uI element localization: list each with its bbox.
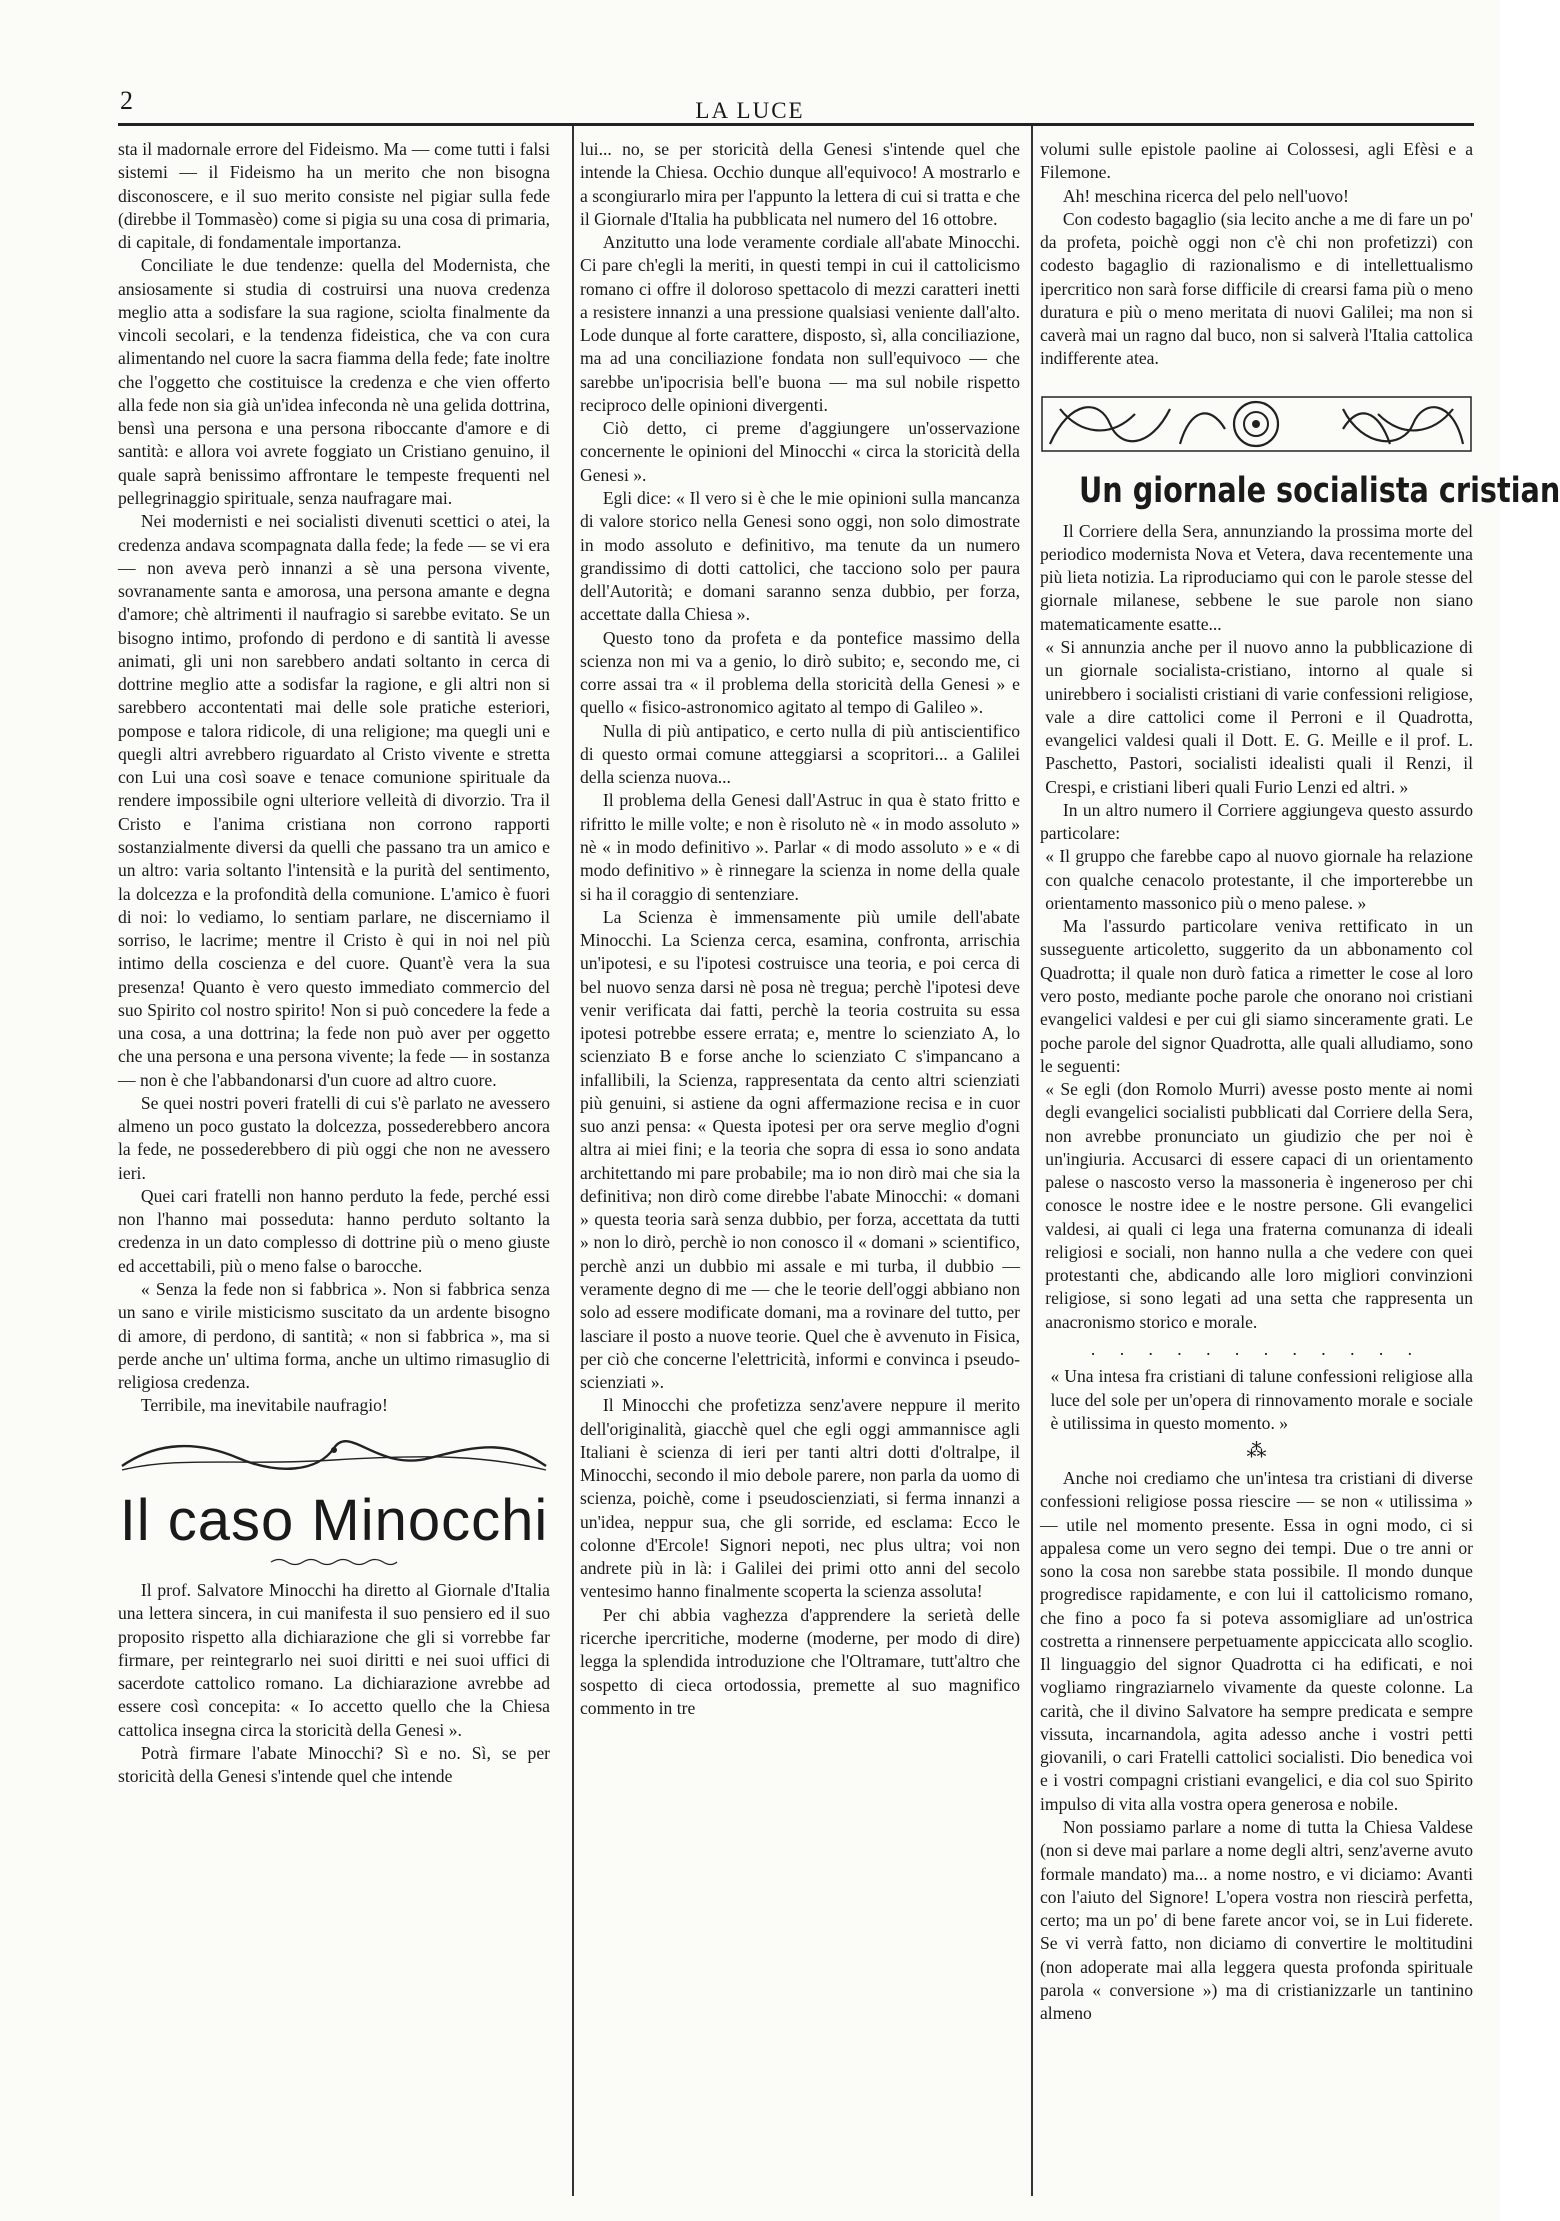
paragraph: La Scienza è immensamente più umile dell'abate Minocchi. La Scienza cerca, esamina, confronta, arrischia un'ipotesi, e su l'ipotesi costruisce una teoria, e poi cerca di bel nuovo senza darsi nè posa nè tregua; perchè l'ipotesi deve venir verificata dai fatti, perchè la teoria costruita su essa ipotesi potrebbe essere errata; e, mentre lo scienziato A, lo scienziato B e forse anche lo scienziato C s'impancano a infallibili, la Scienza, rappresentata da cento altri scienziati più genuini, si astiene da ogni affermazione recisa e in cuor suo anzi pensa: « Questa ipotesi per ora serve meglio d'ogni altra ai miei fini; e la teoria che sopra di essa io sono andata architettando mi pare probabile; ma io non dirò mai che sia la definitiva; non dirò come direbbe l'abate Minocchi: « domani » questa teoria sarà senza dubbio, per forza, accettata da tutti » non lo dirò, perchè io non conosco il « domani » scientifico, perchè anzi un dubbio mi assale e mi turba, il dubbio — veramente degno di me — che le teorie dell'oggi abbiano non solo ad essere modificate domani, ma a rovinare del tutto, per lasciare il posto a nuove teorie. Quel che è avvenuto in Fisica, per ciò che concerne l'elettricità, informi e convinca i pseudo-scienziati ».	[580, 906, 1020, 1393]
paragraph: Anche noi crediamo che un'intesa tra cristiani di diverse confessioni religiose possa riescire — se non « utilissima » — utile nel momento presente. Essa in ogni modo, ci si appalesa come un vero segno dei tempi. Due o tre anni or sono la cosa non sarebbe stata possibile. Il mondo dunque progredisce rapidamente, e con lui il cattolicismo romano, che fino a poco fa si poteva assomigliare ad un'ostrica costretta a rinnensere perpetuamente appiccicata allo scoglio. Il linguaggio del signor Quadrotta ci ha edificati, e noi vogliamo ringraziarnelo vivamente da queste colonne. La carità, che il divino Salvatore ha sempre predicata e sempre vissuta, incarnandola, agita adesso anche i vostri petti giovanili, o cari Fratelli cattolici socialisti. Dio benedica voi e i vostri compagni cristiani evangelici, e dia col suo Spirito impulso di vita alla vostra opera generosa e nobile.	[1040, 1468, 1473, 1814]
paragraph: Conciliate le due tendenze: quella del Modernista, che ansiosamente si studia di costruirsi una nuova credenza meglio atta a sodisfare la sua ragione, sciolta finalmente da vincoli secolari, e la tendenza fideistica, che va con cura alimentando nel cuore la sacra fiamma della fede; fate inoltre che l'oggetto che costituisce la credenza e che vien offerto alla fede non sia già un'idea infeconda nè una gelida dottrina, bensì una persona e una persona riboccante d'amore e di santità: e allora voi avrete foggiato un Cristiano genuino, il quale saprà benissimo affrontare le tempeste frequenti nel pellegrinaggio spirituale, senza naufragare mai.	[118, 255, 550, 508]
paragraph: Il prof. Salvatore Minocchi ha diretto al Giornale d'Italia una lettera sincera, in cui manifesta il suo pensiero ed il suo proposito rispetto alla dichiarazione che gli si vorrebbe far firmare, per reintegrarlo nei suoi diritti e nei suoi uffici di sacerdote cattolico romano. La dichiarazione avrebbe ad essere così concepita: « Io accetto quello che la Chiesa cattolica insegna circa la storicità della Genesi ».	[118, 1580, 550, 1740]
paragraph: Questo tono da profeta e da pontefice massimo della scienza non mi va a genio, lo dirò subito; e, secondo me, ci corre assai tra « il problema della storicità della Genesi » e quello « fisico-astronomico agitato al tempo di Galileo ».	[580, 627, 1020, 718]
header-rule	[118, 123, 1474, 126]
paragraph: Ah! meschina ricerca del pelo nell'uovo!	[1062, 185, 1349, 206]
paragraph: sta il madornale errore del Fideismo. Ma — come tutti i falsi sistemi — il Fideismo ha un merito che non bisogna disconoscere, e il suo merito consiste nel pigiar sulla fede (direbbe il Tommasèo) come si pigia su una cosa di primaria, di capitale, di fondamentale importanza.	[118, 139, 550, 253]
paragraph: volumi sulle epistole paoline ai Colossesi, agli Efèsi e a Filemone.	[1040, 139, 1473, 183]
paragraph: Con codesto bagaglio (sia lecito anche a me di fare un po' da profeta, poichè oggi non c'è chi non profetizzi) con codesto bagaglio di razionalismo e di intellettualismo ipercritico non sarà forse difficile di crearsi fama più o meno duratura e più o meno meritata di nuovi Galilei; ma non si caverà mai un ragno dal buco, non si salverà l'Italia cattolica indifferente atea.	[1040, 208, 1473, 369]
page-number: 2	[120, 86, 133, 115]
headline-underline	[118, 1550, 550, 1573]
column-3	[1040, 138, 1560, 2208]
paragraph: Ciò detto, ci preme d'aggiungere un'osservazione concernente le opinioni del Minocchi « circa la storicità della Genesi ».	[580, 418, 1020, 485]
decorative-banner	[1040, 389, 1473, 465]
paragraph: Nei modernisti e nei socialisti divenuti scettici o atei, la credenza andava scompagnata dalla fede; la fede — se vi era — non aveva però innanzi a sè una persona vivente, sovranamente santa e amorosa, una persona amante e degna d'amore; chè altrimenti il naufragio si sarebbe evitato. Se un bisogno intimo, profondo di perdono e di santità li avesse animati, gli uni non sarebbero andati soltanto in cerca di dottrine meglio atte a sodisfar la ragione, e gli altri non si sarebbero accontentati mai delle sole pratiche esteriori, pompose e talora ridicole, di una religione; ma quegli uni e quegli altri avrebbero riguardato al Cristo vivente e stretta con Lui una così soave e tenace comunione spirituale da rendere impossibile ogni ulteriore velleità di divorzio. Tra il Cristo e l'anima cristiana non corrono rapporti sostanzialmente diversi da quelli che passano tra un amico e un altro: varia soltanto l'intensità e la purità del sentimento, la dolcezza e la profondità della comunione. L'amico è fuori di noi: lo vediamo, lo sentiam parlare, ne discerniamo il sorriso, le lacrime; mentre il Cristo è qui in noi nel più intimo della coscienza e del cuore. Quant'è vera la sua presenza! Quanto è vero questo immediato commercio del suo Spirito col nostro spirito! Non si può concedere la fede a una cosa, a una dottrina; la fede non può aver per oggetto che una persona e una persona vivente; la fede — in sostanza — non è che l'abbandonarsi d'un cuore ad altro cuore.	[118, 511, 550, 1090]
asterism-separator: ⁂	[1246, 1440, 1267, 1463]
paragraph: Non possiamo parlare a nome di tutta la Chiesa Valdese (non si deve mai parlare a nome degli altri, senz'averne avuto formale mandato) ma... a nome nostro, e vi diciamo: Avanti con l'aiuto del Signore! L'opera vostra non riescirà perfetta, certo; ma un po' di bene farete ancor voi, se in Lui fiderete. Se vi verrà fatto, non diciamo di convertire le moltitudini (non adoperate mai alla leggera questa profonda spirituale parola « conversione ») ma di cristianizzarle un tantinino almeno	[1040, 1817, 1473, 2024]
paragraph: Il Minocchi che profetizza senz'avere neppure il merito dell'originalità, giacchè quel che egli oggi ammannisce agli Italiani è scienza di ieri per tanti altri dotti d'oltralpe, il Minocchi, secondo il mio debole parere, non parla da uomo di scienza, poichè, come i pseudoscienziati, si ferma innanzi a un'idea, neppur sua, che gli sorride, ed esclama: Ecco le colonne d'Ercole! Signori nepoti, nec plus ultra; voi non andrete più in là: i Galilei dei primi otto anni del secolo ventesimo hanno finalmente scoperta la scienza assoluta!	[580, 1395, 1020, 1602]
paragraph: Nulla di più antipatico, e certo nulla di più antiscientifico di questo ormai comune atteggiarsi a scopritori... a Galilei della scienza nuova...	[580, 720, 1020, 788]
paragraph: Il Corriere della Sera, annunziando la prossima morte del periodico modernista Nova et Vetera, dava recentemente una più lieta notizia. La riproduciamo qui con le parole stesse del giornale milanese, sebbene le sue parole non siano matematicamente esatte...	[1040, 520, 1473, 634]
quoted-paragraph: « Il gruppo che farebbe capo al nuovo giornale ha relazione con qualche cenacolo protestante, il che importerebbe un orientamento massonico più o meno palese. »	[1045, 846, 1473, 913]
paragraph: Se quei nostri poveri fratelli di cui s'è parlato ne avessero almeno un poco gustato la dolcezza, possederebbero ancora la fede, ne possederebbero di più oggi che non ne avessero ieri.	[118, 1092, 550, 1183]
quoted-paragraph: « Se egli (don Romolo Murri) avesse posto mente ai nomi degli evangelici socialisti pubblicati dal Corriere della Sera, non avrebbe pronunciato un giudizio che per noi è un'ingiuria. Accusarci di essere capaci di un orientamento palese o nascosto verso la massoneria è ingeneroso per chi conosce le nostre idee e le nostre persone. Gli evangelici valdesi, ai quali ci lega una fraterna comunanza di ideali religiosi e sociali, non hanno nulla a che vedere con quei protestanti che, abdicando alle loro migliori convinzioni religiose, si sono legati ad una setta che rappresenta un anacronismo storico e morale.	[1045, 1079, 1473, 1332]
paragraph: Potrà firmare l'abate Minocchi? Sì e no. Sì, se per storicità della Genesi s'intende quel che intende	[118, 1743, 550, 1787]
paragraph: « Senza la fede non si fabbrica ». Non si fabbrica senza un sano e virile misticismo suscitato da un ardente bisogno di amore, di perdono, di santità; « non si fabbrica », ma si perde anche un' ultima forma, anche un ultimo rimasuglio di religiosa credenza.	[118, 1279, 550, 1393]
column-divider	[1031, 126, 1033, 2196]
paragraph: Quei cari fratelli non hanno perduto la fede, perché essi non l'hanno mai posseduta: hanno perduto soltanto la credenza in un dato complesso di dottrine più o meno giuste ed accettabili, più o meno false o barocche.	[118, 1185, 550, 1276]
paragraph: In un altro numero il Corriere aggiungeva questo assurdo particolare:	[1040, 799, 1473, 844]
quoted-paragraph: « Si annunzia anche per il nuovo anno la pubblicazione di un giornale socialista-cristiano, intorno al quale si unirebbero i socialisti cristiani di varie confessioni religiose, vale a dire cattolici come il Perroni e il Quadrotta, evangelici valdesi quali il Dott. E. G. Meille e il prof. L. Paschetto, Pastori, socialisti idealisti quali il Renzi, il Crespi, e cristiani liberi quali Furio Lenzi ed altri. »	[1045, 637, 1473, 797]
paragraph: Terribile, ma inevitabile naufragio!	[140, 1395, 388, 1416]
paragraph: Per chi abbia vaghezza d'apprendere la serietà delle ricerche ipercritiche, moderne (moderne, per modo di dire) legga la splendida introduzione che l'Oltramare, tutt'altro che sospetto di cieca ortodossia, premette al suo magnifico commento in tre	[580, 1604, 1020, 1718]
column-1	[118, 138, 550, 2208]
column-divider	[572, 126, 574, 2196]
newspaper-title: LA LUCE	[695, 98, 805, 123]
paragraph: Ma l'assurdo particolare veniva rettificato in un susseguente articoletto, suggerito da un abbonamento col Quadrotta; il quale non durò fatica a rimetter le cose al loro vero posto, mediante poche parole che onorano noi cristiani evangelici valdesi e per cui gli siamo sinceramente grati. Le poche parole del signor Quadrotta, alle quali alludiamo, sono le seguenti:	[1040, 916, 1473, 1076]
paragraph: Egli dice: « Il vero si è che le mie opinioni sulla mancanza di valore storico nella Genesi sono oggi, non solo dimostrate in modo assoluto e definitivo, ma tenute da un numero grandissimo di dotti cattolici, che tacciono solo per paura dell'Autorità; e domani saranno senza dubbio, per forza, accettate dalla Chiesa ».	[580, 487, 1020, 625]
article-headline: Un giornale socialista cristian	[1078, 470, 1560, 511]
paragraph: Il problema della Genesi dall'Astruc in qua è stato fritto e rifritto le mille volte; e non è risoluto nè « in modo assoluto » nè « in modo definitivo ». Parlar « di modo assoluto » e « di modo definitivo » è rinnegare la scienza in nome della quale si ha il coraggio di sentenziare.	[580, 790, 1020, 904]
ellipsis-separator: . . . . . . . . . . . .	[1090, 1338, 1423, 1359]
article-headline: Il caso Minocchi	[119, 1487, 549, 1553]
column-2	[580, 138, 1020, 2208]
paragraph: Anzitutto una lode veramente cordiale all'abate Minocchi. Ci pare ch'egli la meriti, in questi tempi in cui il cattolicismo romano ci offre il doloroso spettacolo di mezzi caratteri inetti a resistere innanzi a una pressione qualsiasi veniente dall'alto. Lode dunque al forte carattere, disposto, sì, alla conciliazione, ma ad una conciliazione fondata non sull'equivoco — che sarebbe un'ipocrisia bell'e buona — ma sul nobile rispetto reciproco delle opinioni divergenti.	[580, 232, 1020, 415]
paragraph: lui... no, se per storicità della Genesi s'intende quel che intende la Chiesa. Occhio dunque all'equivoco! A mostrarlo e a scongiurarlo mira per l'appunto la lettera di cui si tratta e che il Giornale d'Italia ha pubblicata nel numero del 16 ottobre.	[580, 139, 1020, 229]
ornament-top	[118, 1436, 550, 1482]
quoted-paragraph: « Una intesa fra cristiani di talune confessioni religiose alla luce del sole per un'opera di rinnovamento morale e sociale è utilissima in questo momento. »	[1050, 1366, 1473, 1433]
